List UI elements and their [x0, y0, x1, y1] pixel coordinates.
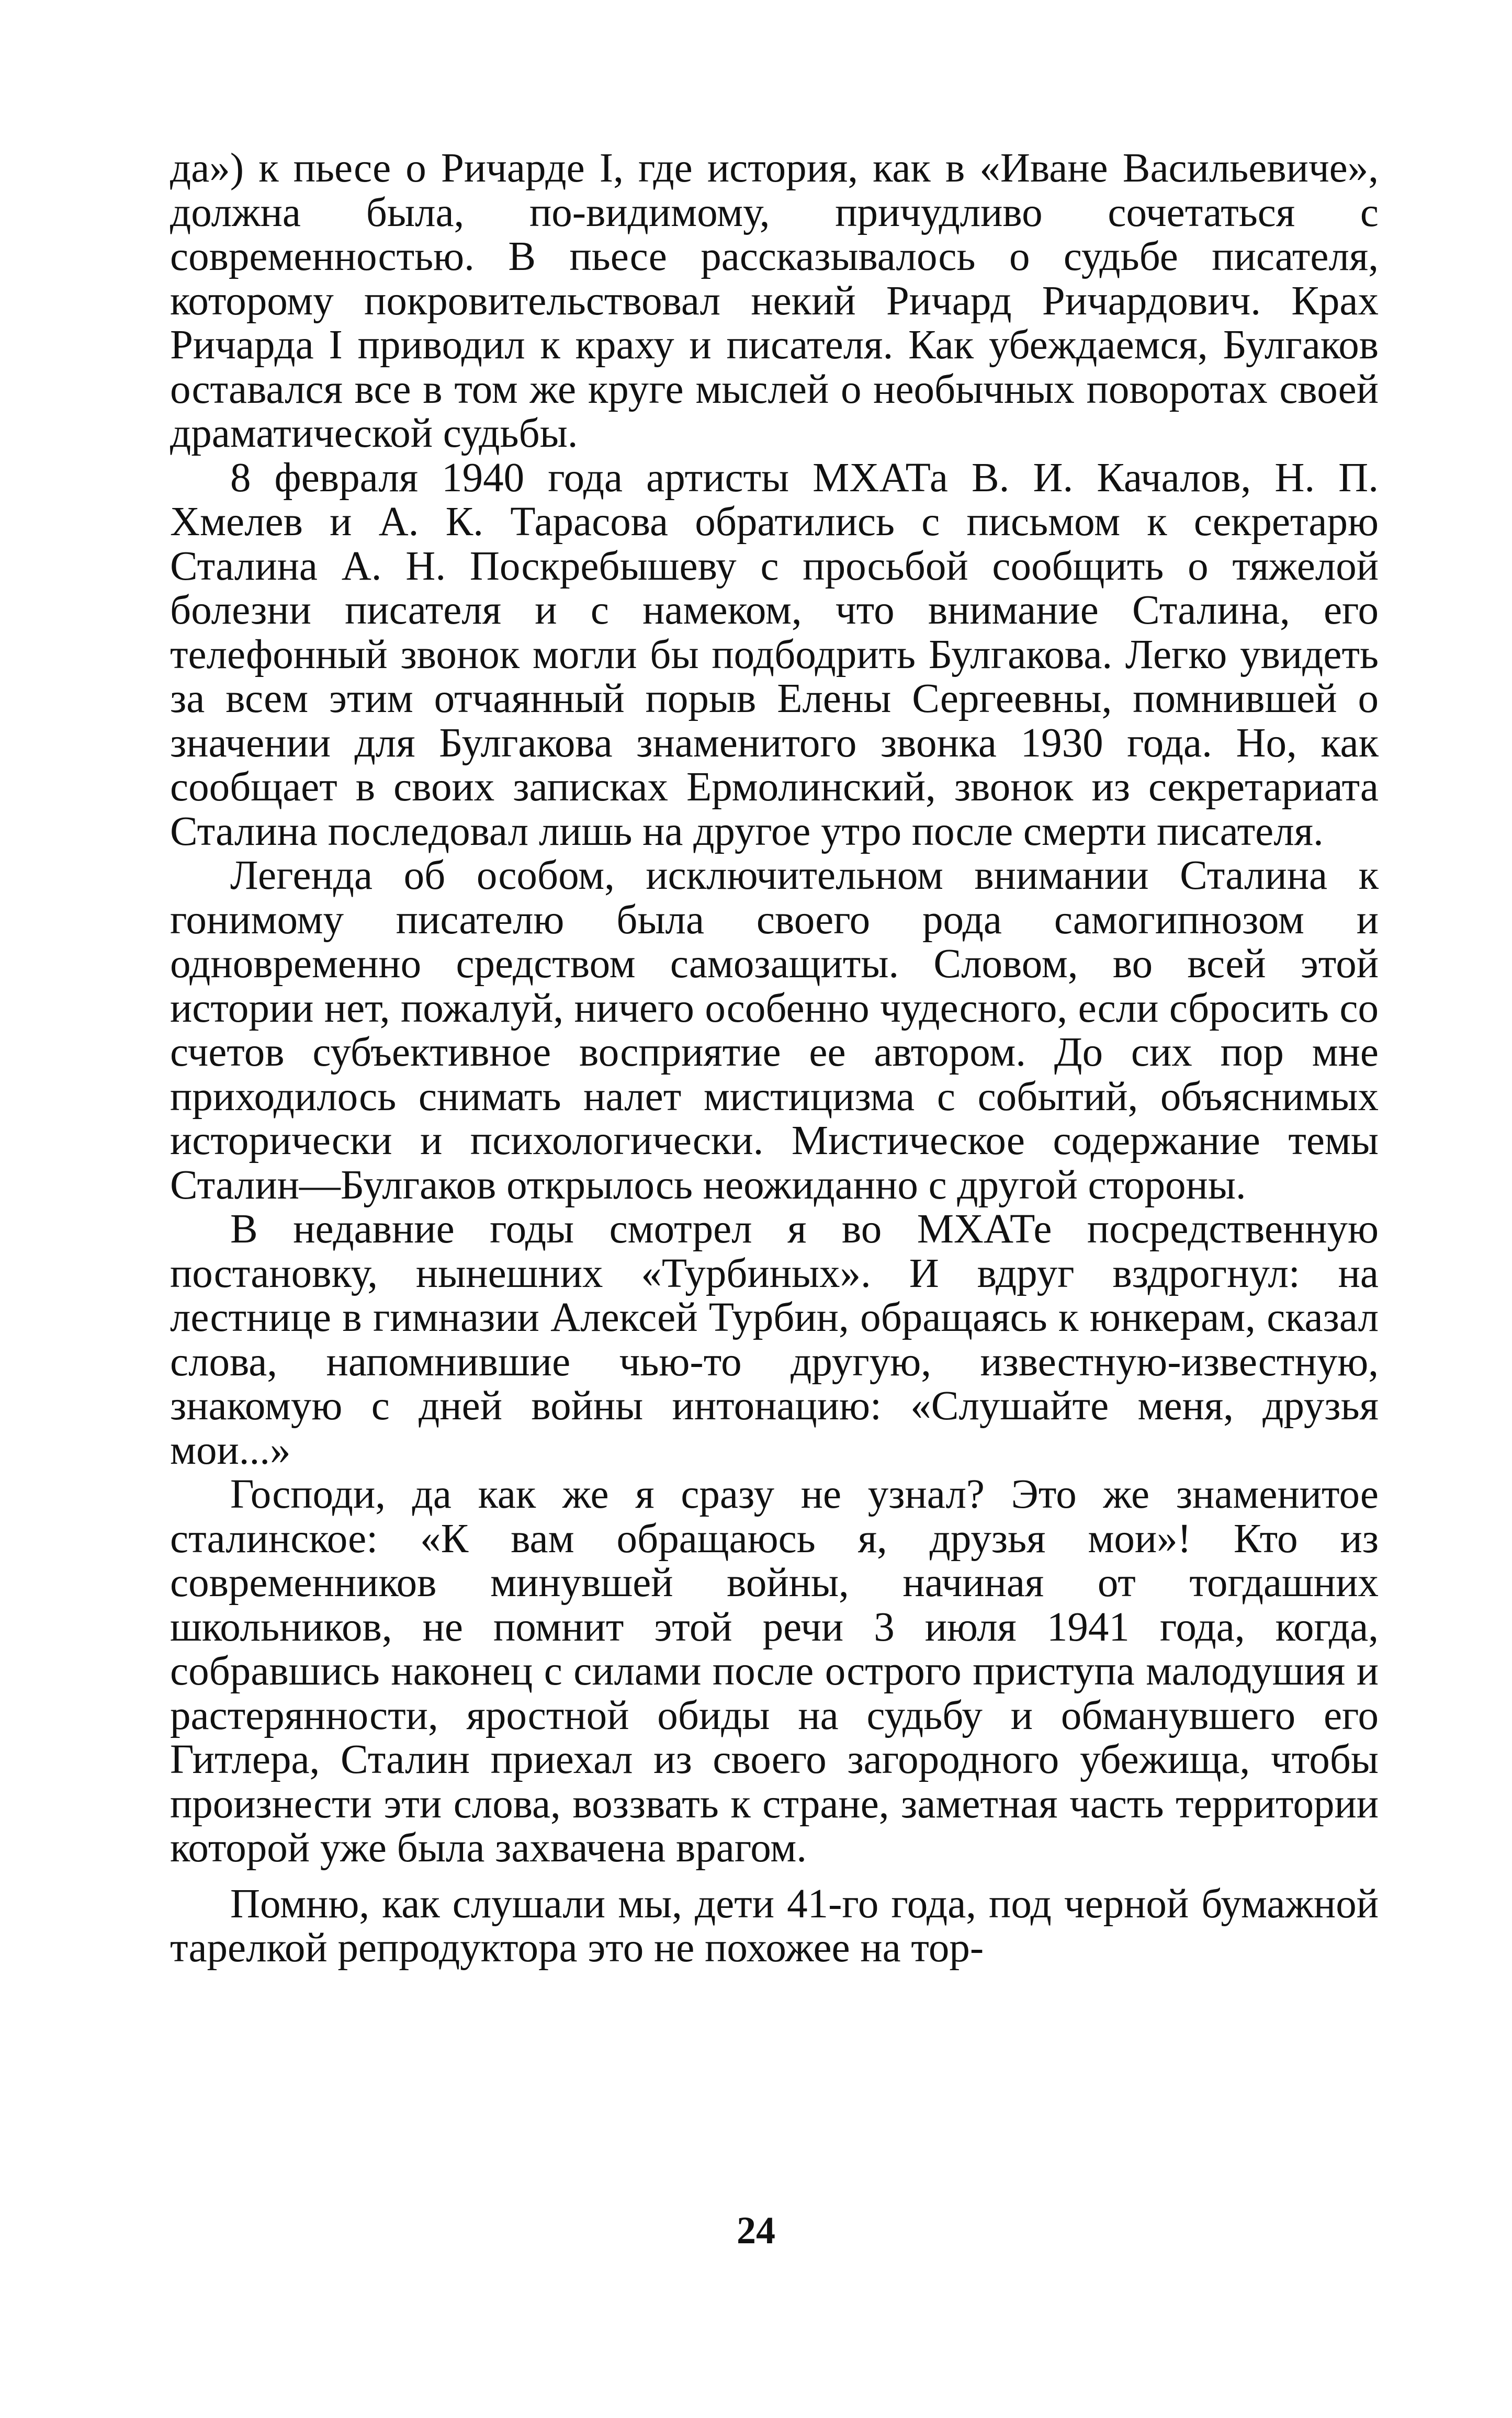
paragraph-2: 8 февраля 1940 года артисты МХАТа В. И. Качалов, Н. П. Хмелев и А. К. Тарасова обратились с письмом к секретарю Сталина А. Н. Поскребышеву с просьбой сообщить о тяжелой болезни писателя и с намеком, что внимание Сталина, его телефонный звонок могли бы подбодрить Булгакова. Легко увидеть за всем этим отчаянный порыв Елены Сергеевны, помнившей о значении для Булгакова знаменитого звонка 1930 года. Но, как сообщает в своих записках Ермолинский, звонок из секретариата Сталина последовал лишь на другое утро после смерти писателя.: [170, 455, 1379, 854]
paragraph-5: Господи, да как же я сразу не узнал? Это же знаменитое сталинское: «К вам обращаюсь я, друзья мои»! Кто из современников минувшей войны, начиная от тогдашних школьников, не помнит этой речи 3 июля 1941 года, когда, собравшись наконец с силами после острого приступа малодушия и растерянности, яростной обиды на судьбу и обманувшего его Гитлера, Сталин приехал из своего загородного убежища, чтобы произнести эти слова, воззвать к стране, заметная часть территории которой уже была захвачена врагом.: [170, 1472, 1379, 1871]
paragraph-1: да») к пьесе о Ричарде I, где история, как в «Иване Васильевиче», должна была, по-видимому, причудливо сочетаться с современностью. В пьесе рассказывалось о судьбе писателя, которому покровительствовал некий Ричард Ричардович. Крах Ричарда I приводил к краху и писателя. Как убеждаемся, Булгаков оставался все в том же круге мыслей о необычных поворотах своей драматической судьбы.: [170, 145, 1379, 456]
paragraph-6: Помню, как слушали мы, дети 41-го года, под черной бумажной тарелкой репродуктора это не похожее на тор-: [170, 1881, 1379, 1971]
paragraph-4: В недавние годы смотрел я во МХАТе посредственную постановку, нынешних «Турбиных». И вдруг вздрогнул: на лестнице в гимназии Алексей Турбин, обращаясь к юнкерам, сказал слова, напомнившие чью-то другую, известную-известную, знакомую с дней войны интонацию: «Слушайте меня, друзья мои...»: [170, 1206, 1379, 1473]
page-number: 24: [737, 2209, 775, 2252]
page-text-block: [170, 146, 1379, 1971]
paragraph-3: Легенда об особом, исключительном внимании Сталина к гонимому писателю была своего рода самогипнозом и одновременно средством самозащиты. Словом, во всей этой истории нет, пожалуй, ничего особенно чудесного, если сбросить со счетов субъективное восприятие ее автором. До сих пор мне приходилось снимать налет мистицизма с событий, объяснимых исторически и психологически. Мистическое содержание темы Сталин—Булгаков открылось неожиданно с другой стороны.: [170, 853, 1379, 1208]
